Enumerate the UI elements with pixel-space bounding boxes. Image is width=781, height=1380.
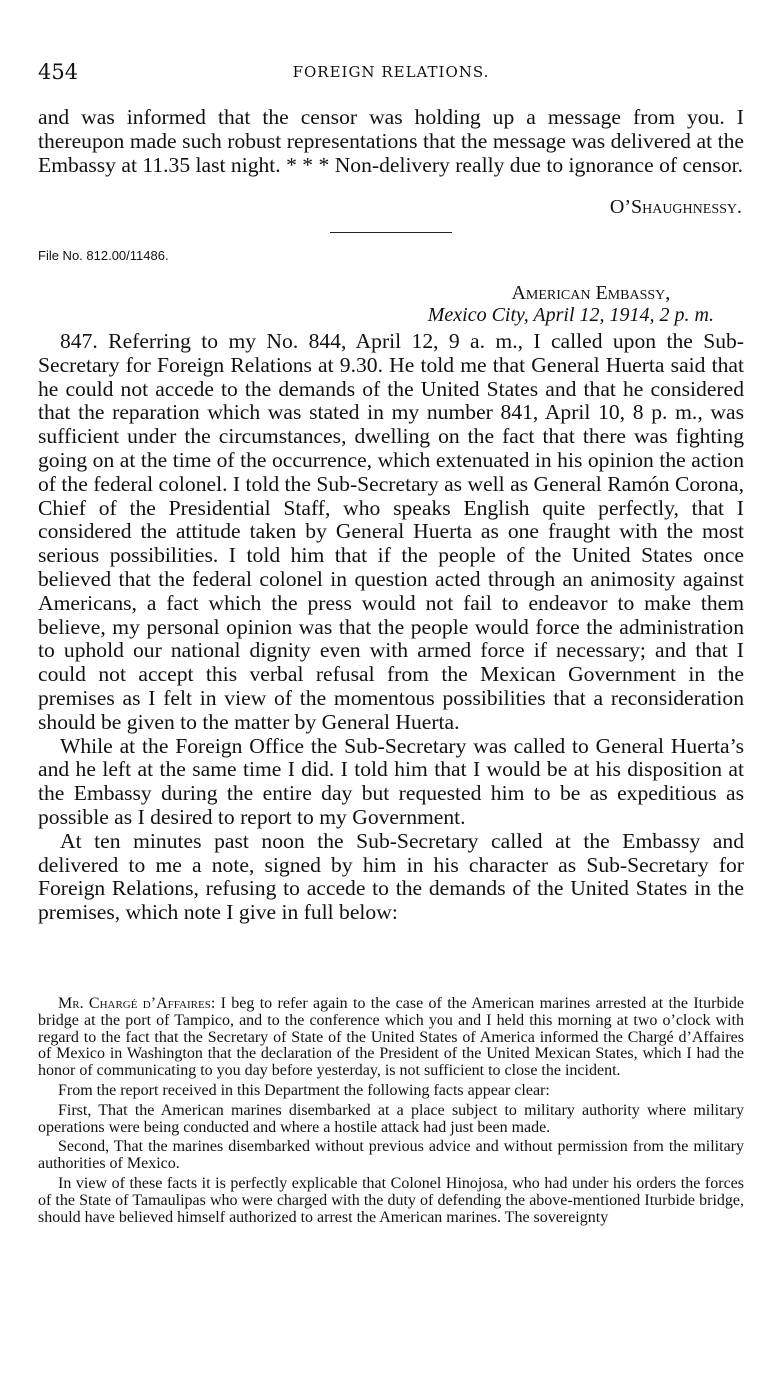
note-paragraph: From the report received in this Department the following facts appear clear:	[58, 1081, 550, 1099]
place-date: Mexico City, April 12, 1914, 2 p. m.	[427, 304, 714, 326]
note-paragraph	[38, 996, 744, 1080]
signature: O’Shaughnessy.	[609, 196, 742, 218]
note-paragraph: Second, That the marines disembarked without previous advice and without permission from the military authorities of Mexico.	[38, 1138, 744, 1173]
note-text: I beg to refer again to the case of the American marines arrested at the Iturbide bridge at the port of Tampico, and to the conference which you and I held this morning at two o’clock with regard to the fact that the Secretary of State of the United States of America informed the Chargé d’Affaires of Mexico in Washington that the declaration of the President of the United Mexican States, which I had the honor of communicating to you day before yesterday, is not sufficient to close the incident.	[38, 995, 745, 1080]
quoted-note	[38, 996, 744, 1226]
paragraph: At ten minutes past noon the Sub-Secretary called at the Embassy and delivered to me a note, signed by him in his character as Sub-Secretary for Foreign Relations, refusing to accede to the demands of the United States in the premises, which note I give in full below:	[38, 828, 744, 925]
page-header	[38, 60, 744, 84]
sender: American Embassy,	[511, 282, 671, 304]
page-number: 454	[38, 60, 79, 84]
note-paragraph: In view of these facts it is perfectly explicable that Colonel Hinojosa, who had under his orders the forces of the State of Tamaulipas who were charged with the duty of defending the above-mentioned Iturbide bridge, should have believed himself authorized to arrest the American marines. The sovereignty	[38, 1174, 744, 1226]
section-divider	[330, 232, 452, 233]
paragraph: While at the Foreign Office the Sub-Secretary was called to General Huerta’s and he left at the same time I did. I told him that I would be at his disposition at the Embassy during the entire day but requested him to be as expeditious as possible as I desired to report to my Government.	[38, 733, 744, 829]
paragraph: 847. Referring to my No. 844, April 12, 9 a. m., I called upon the Sub-Secretary for Foreign Relations at 9.30. He told me that General Huerta said that he could not accede to the demands of the United States and that he considered that the reparation which was stated in my number 841, April 10, 8 p. m., was sufficient under the circumstances, dwelling on the fact that there was fighting going on at the time of the occurrence, which extenuated in his opinion the action of the federal colonel. I told the Sub-Secretary as well as General Ramón Corona, Chief of the Presidential Staff, who speaks English quite perfectly, that I considered the attitude taken by General Huerta as one fraught with the most serious possibilities. I told him that if the people of the United States once believed that the federal colonel in question acted through an animosity against Americans, a fact which the press would not fail to endeavor to make them believe, my personal opinion was that the people would force the administration to uphold our national dignity even with armed force if necessary; and that I could not accept this verbal refusal from the Mexican Government in the premises as I felt in view of the momentous possibilities that a reconsideration should be given to the matter by General Huerta.	[38, 329, 744, 734]
running-head: FOREIGN RELATIONS.	[292, 63, 490, 81]
continued-paragraph: and was informed that the censor was holding up a message from you. I thereupon made such robust representations that the message was delivered at the Embassy at 11.35 last night. * * * Non-delivery really due to ignorance of censor.	[38, 105, 744, 177]
note-paragraph: First, That the American marines disembarked at a place subject to military authority where military operations were being conducted and where a hostile attack had just been made.	[38, 1101, 744, 1136]
file-number: File No. 812.00/11486.	[38, 248, 169, 263]
note-salutation: Mr. Chargé d’Affaires:	[58, 995, 216, 1012]
dateline	[427, 282, 714, 326]
main-telegram	[38, 330, 744, 925]
